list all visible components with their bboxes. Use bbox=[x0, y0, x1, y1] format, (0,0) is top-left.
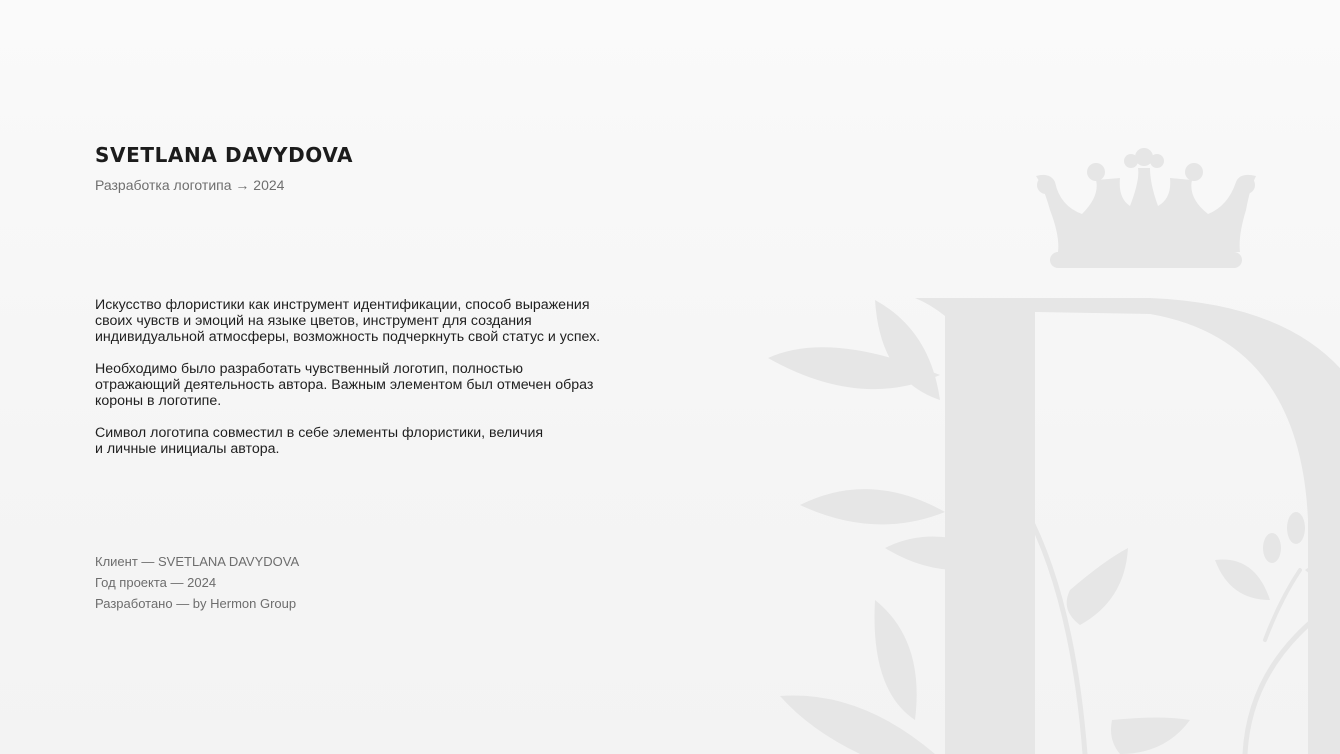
description-paragraph: Символ логотипа совместил в себе элементы флористики, величия и личные инициалы автора. bbox=[95, 425, 544, 457]
meta-developer: Разработано — by Hermon Group bbox=[95, 596, 297, 611]
meta-year: Год проекта — 2024 bbox=[95, 575, 217, 590]
description-block bbox=[95, 297, 655, 473]
meta-client: Клиент — SVETLANA DAVYDOVA bbox=[95, 554, 300, 569]
initial-letter-d bbox=[915, 298, 1340, 754]
crown-icon bbox=[1036, 148, 1256, 268]
page-subtitle: Разработка логотипа → 2024 bbox=[95, 177, 285, 193]
vine-stem bbox=[1000, 470, 1340, 754]
page-title: SVETLANA DAVYDOVA bbox=[95, 143, 354, 167]
leaves-decoration bbox=[768, 300, 1340, 754]
project-meta bbox=[95, 551, 299, 614]
description-paragraph: Необходимо было разработать чувственный логотип, полностью отражающий деятельность автора. Важным элементом был отмечен образ короны в логотипе. bbox=[95, 361, 594, 409]
description-paragraph: Искусство флористики как инструмент идентификации, способ выражения своих чувств и эмоций на языке цветов, инструмент для создания индивидуальной атмосферы, возможность подчеркнуть свой статус и успех. bbox=[95, 297, 601, 345]
